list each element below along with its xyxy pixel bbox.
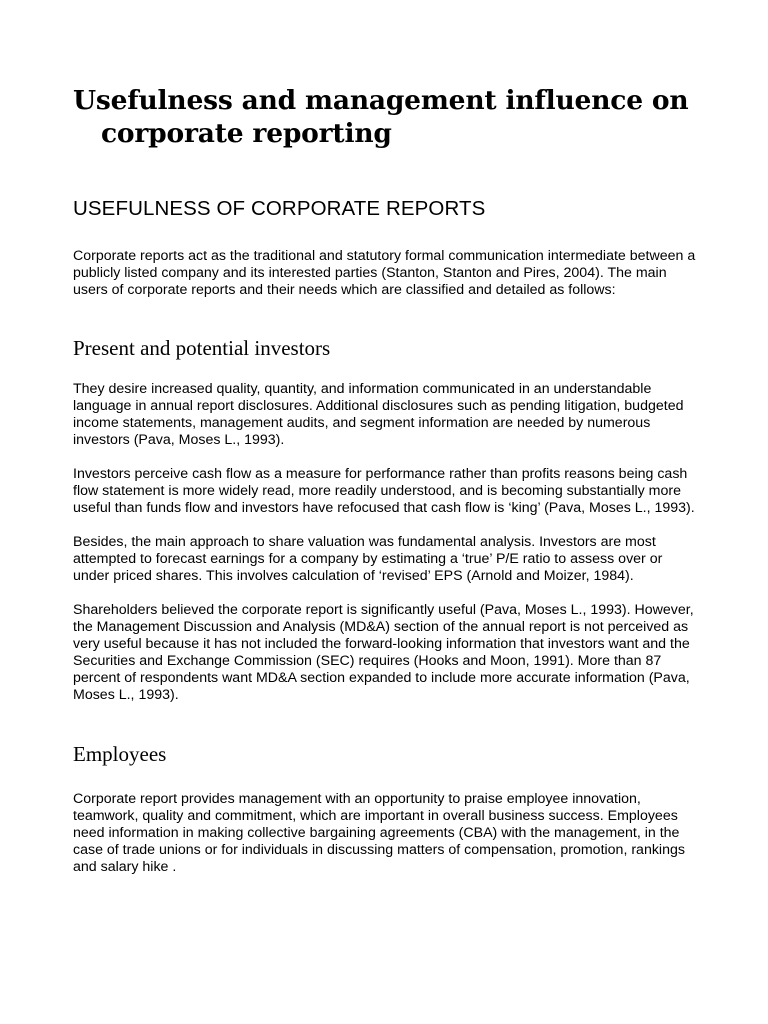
investors-paragraph-4: Shareholders believed the corporate report is significantly useful (Pava, Moses L., 1993). However, the Management Discussion and Analysis (MD&A) section of the annual report is not perceived as very useful because it has not included the forward-looking information that investors want and the Securities and Exchange Commission (SEC) requires (Hooks and Moon, 1991). More than 87 percent of respondents want MD&A section expanded to include more accurate information (Pava, Moses L., 1993). [73, 602, 694, 703]
investors-heading: Present and potential investors [73, 336, 331, 360]
investors-paragraph-3: Besides, the main approach to share valuation was fundamental analysis. Investors are most attempted to forecast earnings for a company by estimating a ‘true’ P/E ratio to assess over or under priced shares. This involves calculation of ‘revised’ EPS (Arnold and Moizer, 1984). [73, 534, 663, 584]
employees-heading: Employees [73, 742, 167, 766]
investors-paragraph-2: Investors perceive cash flow as a measure for performance rather than profits reasons being cash flow statement is more widely read, more readily understood, and is becoming substantially more useful than funds flow and investors have refocused that cash flow is ‘king’ (Pava, Moses L., 1993). [73, 466, 695, 516]
investors-paragraph-1: They desire increased quality, quantity, and information communicated in an understandable language in annual report disclosures. Additional disclosures such as pending litigation, budgeted income statements, management audits, and segment information are needed by numerous investors (Pava, Moses L., 1993). [73, 381, 684, 448]
employees-paragraph-1: Corporate report provides management with an opportunity to praise employee innovation, teamwork, quality and commitment, which are important in overall business success. Employees need information in making collective bargaining agreements (CBA) with the management, in the case of trade unions or for individuals in discussing matters of compensation, promotion, rankings and salary hike . [73, 791, 685, 875]
section-heading: USEFULNESS OF CORPORATE REPORTS [73, 197, 486, 220]
intro-paragraph: Corporate reports act as the traditional and statutory formal communication intermediate between a publicly listed company and its interested parties (Stanton, Stanton and Pires, 2004). The main users of corporate reports and their needs which are classified and detailed as follows: [73, 248, 696, 298]
document-title: Usefulness and management influence on corporate reporting [73, 85, 689, 149]
